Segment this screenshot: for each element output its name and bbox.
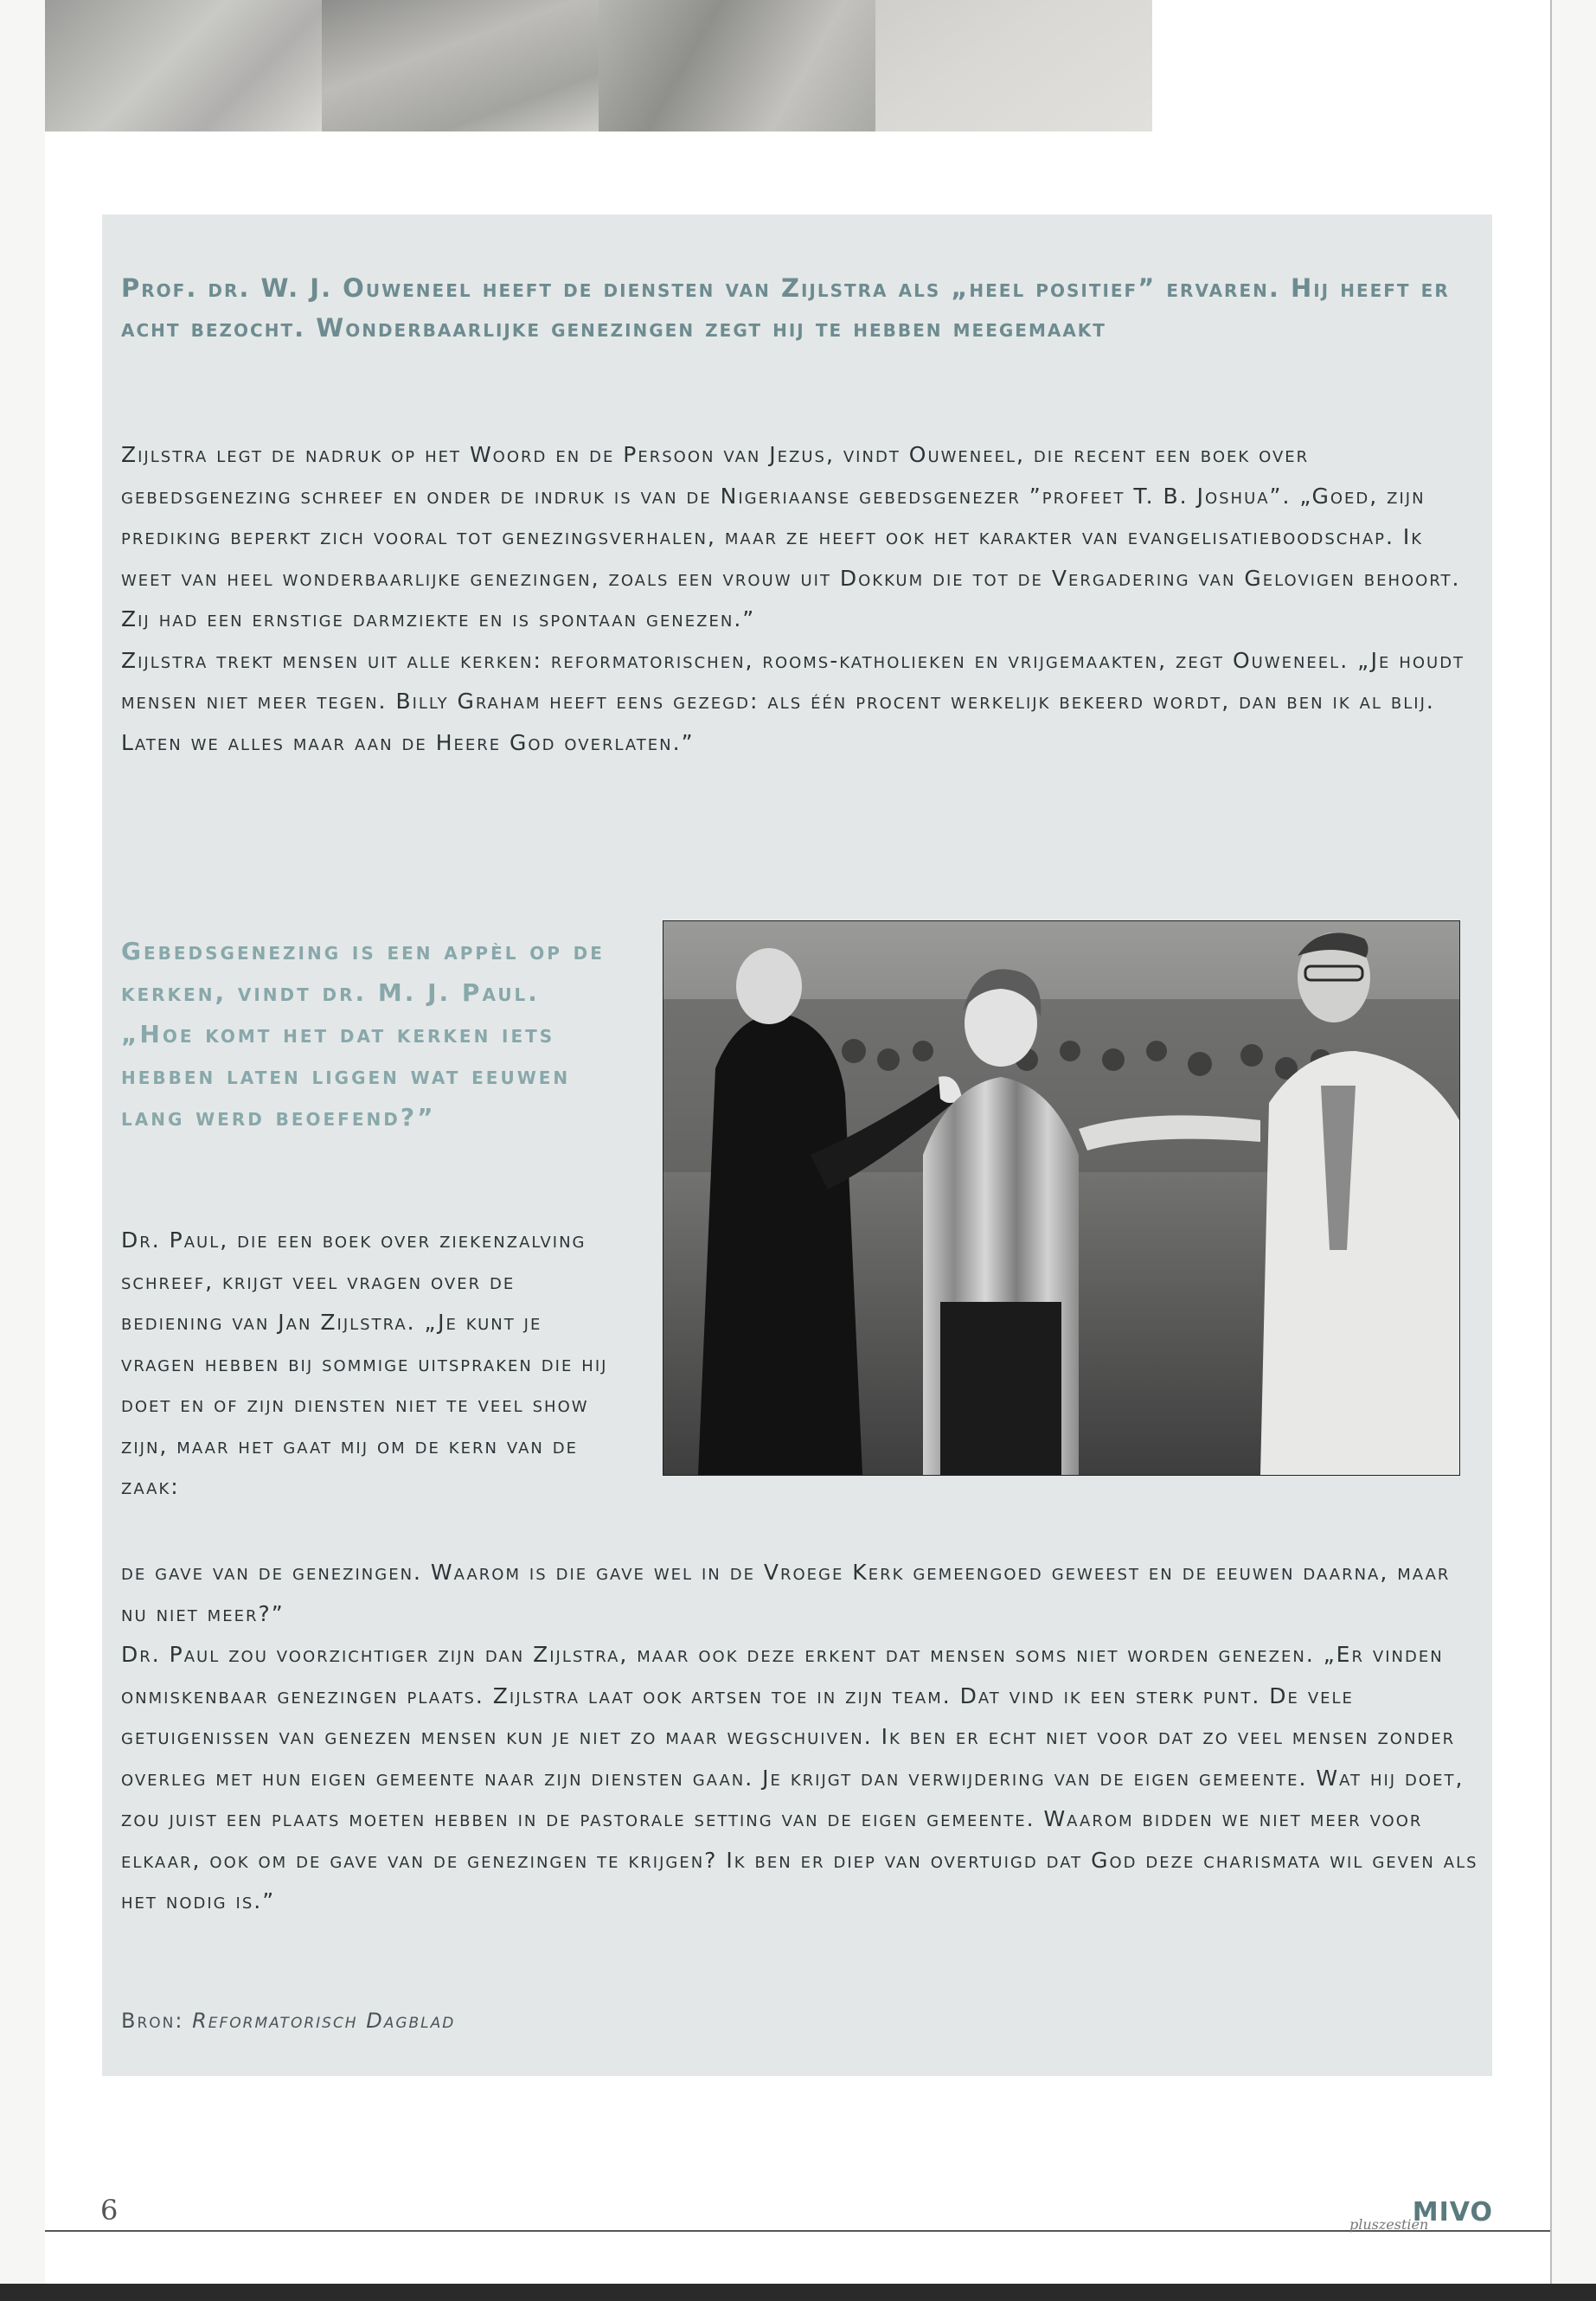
paragraph: Zijlstra trekt mensen uit alle kerken: reformatorischen, rooms-katholieken en vrijgemaakten, zegt Ouweneel. „Je houdt mensen niet meer tegen. Billy Graham heeft eens gezegd: als één procent werkelijk bekeerd wordt, dan ben ik al blij. Laten we alles maar aan de Heere God overlaten.” [121,647,1465,755]
paragraph: de gave van de genezingen. Waarom is die gave wel in de Vroege Kerk gemeengoed geweest en de eeuwen daarna, maar nu niet meer?” [121,1560,1451,1626]
paragraph: Zijlstra legt de nadruk op het Woord en de Persoon van Jezus, vindt Ouweneel, die recent een boek over gebedsgenezing schreef en onder de indruk is van de Nigeriaanse gebedsgenezer ”profeet T. B. Joshua”. „Goed, zijn prediking beperkt zich vooral tot genezingsverhalen, maar ze heeft ook het karakter van evangelisatieboodschap. Ik weet van heel wonderbaarlijke genezingen, zoals een vrouw uit Dokkum die tot de Vergadering van Gelovigen behoort. Zij had een ernstige darmziekte en is spontaan genezen.” [121,442,1461,631]
header-photo-1 [45,0,322,131]
preacher-figure [698,1015,862,1476]
header-photo-3 [599,0,875,131]
header-photo-2 [322,0,599,131]
pullquote: Gebedsgenezing is een appèl op de kerken, vindt dr. M. J. Paul. „Hoe komt het dat kerken iets hebben laten liggen wat eeuwen lang werd beoefend?” [121,937,605,1131]
paragraph: Dr. Paul zou voorzichtiger zijn dan Zijlstra, maar ook deze erkent dat mensen soms niet worden genezen. „Er vinden onmiskenbaar genezingen plaats. Zijlstra laat ook artsen toe in zijn team. Dat vind ik een sterk punt. De vele getuigenissen van genezen mensen kun je niet zo maar wegschuiven. Ik ben er echt niet voor dat zo veel mensen zonder overleg met hun eigen gemeente naar zijn diensten gaan. Je krijgt dan verwijdering van de eigen gemeente. Wat hij doet, zou juist een plaats moeten hebben in de pastorale setting van de eigen gemeente. Waarom bidden we niet meer voor elkaar, ook om de gave van de genezingen te krijgen? Ik ben er diep van overtuigd dat God deze charismata wil geven als het nodig is.” [121,1642,1478,1913]
header-photo-strip [45,0,1152,131]
logo-sub: pluszestien [1349,2216,1429,2233]
header-photo-4 [875,0,1152,131]
footer-logo [1349,2197,1505,2232]
preacher-head [736,948,802,1024]
body-block-1 [121,434,1481,763]
logo-main: MIVO [1412,2197,1493,2227]
woman-skirt [940,1302,1061,1475]
source-line [121,2009,455,2033]
footer-rule [45,2230,1550,2232]
page-edge [1550,0,1552,2301]
source-label: Bron: [121,2009,184,2033]
article-photo [663,920,1460,1476]
body-block-2: Dr. Paul, die een boek over ziekenzalving schreef, krijgt veel vragen over de bediening van Jan Zijlstra. „Je kunt je vragen hebben bij sommige uitspraken die hij doet en of zijn diensten niet te veel show zijn, maar het gaat mij om de kern van de zaak: [121,1227,608,1499]
bottom-edge [0,2284,1596,2301]
man-jacket [1260,1051,1459,1475]
body-block-3 [121,1552,1481,1922]
article-lead: Prof. dr. W. J. Ouweneel heeft de diensten van Zijlstra als „heel positief” ervaren. Hij heeft er acht bezocht. Wonderbaarlijke genezingen zegt hij te hebben meegemaakt [121,273,1450,343]
photo-scene [663,921,1459,1475]
page-number: 6 [100,2194,119,2227]
source-publication: Reformatorisch Dagblad [192,2009,456,2033]
